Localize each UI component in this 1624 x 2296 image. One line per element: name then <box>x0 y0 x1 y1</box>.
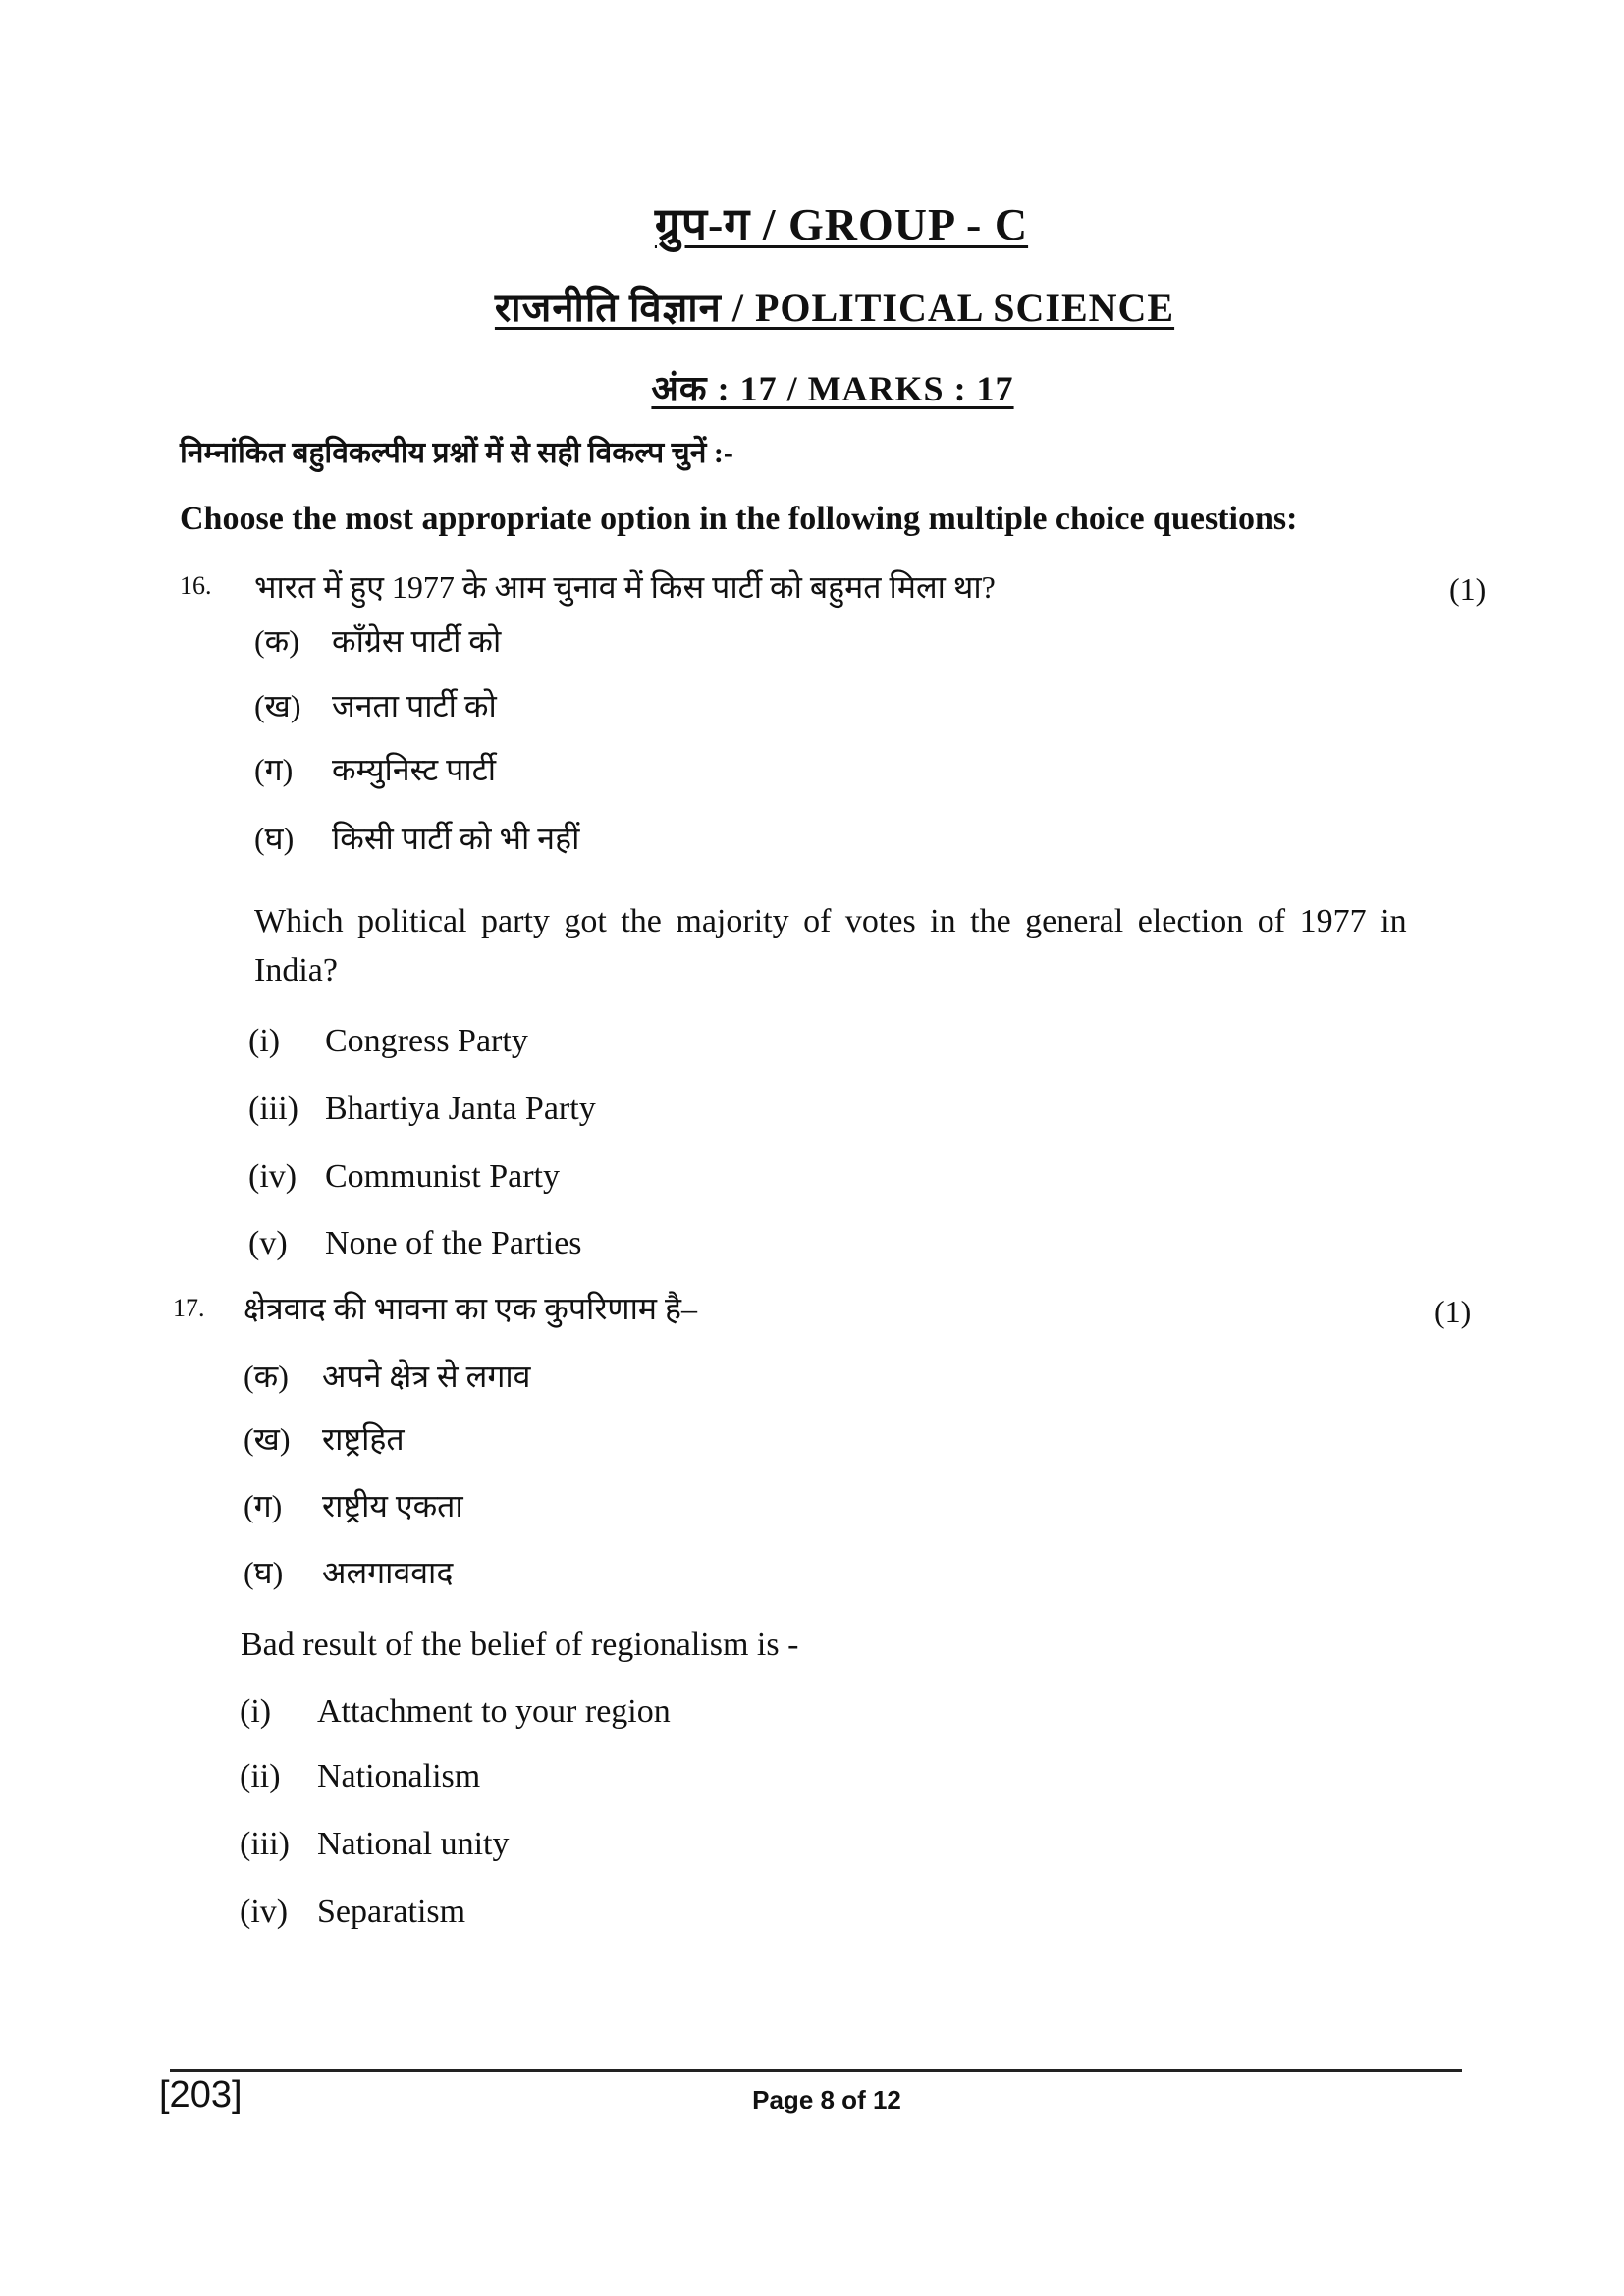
instruction-english: Choose the most appropriate option in the following multiple choice questions: <box>180 501 1298 537</box>
option-label: (क) <box>254 623 299 659</box>
question-text-english-cont: India? <box>254 952 338 988</box>
option-label: (ग) <box>254 752 294 787</box>
option-label: (iii) <box>248 1091 298 1127</box>
option-label: (घ) <box>254 821 295 856</box>
option-text: Bhartiya Janta Party <box>325 1091 596 1127</box>
option-label: (iii) <box>240 1826 290 1862</box>
option-text: Attachment to your region <box>317 1693 671 1730</box>
question-number: 17. <box>173 1294 205 1322</box>
option-text: None of the Parties <box>325 1225 582 1261</box>
option-label: (घ) <box>244 1555 284 1590</box>
option-text: Congress Party <box>325 1023 528 1059</box>
question-marks: (1) <box>1435 1294 1472 1329</box>
option-label: (i) <box>240 1693 272 1730</box>
paper-code: [203] <box>159 2074 243 2115</box>
option-text: काँग्रेस पार्टी को <box>332 623 502 659</box>
option-label: (ख) <box>254 688 301 723</box>
footer-divider <box>170 2069 1462 2072</box>
question-number: 16. <box>180 571 212 600</box>
option-text: Separatism <box>317 1894 466 1930</box>
option-text: अलगाववाद <box>322 1555 454 1590</box>
option-label: (ख) <box>244 1421 291 1457</box>
option-label: (ii) <box>240 1758 281 1794</box>
option-text: राष्ट्रहित <box>322 1421 405 1457</box>
question-text-english: Which political party got the majority of votes in the general election of 1977 in <box>254 903 1407 939</box>
option-label: (ग) <box>244 1488 283 1523</box>
page-number: Page 8 of 12 <box>752 2085 901 2114</box>
option-text: Nationalism <box>317 1758 481 1794</box>
option-text: अपने क्षेत्र से लगाव <box>322 1359 531 1394</box>
option-text: Communist Party <box>325 1158 560 1195</box>
instruction-hindi: निम्नांकित बहुविकल्पीय प्रश्नों में से सही विकल्प चुनें :- <box>180 437 733 469</box>
option-label: (iv) <box>240 1894 289 1930</box>
option-label: (iv) <box>248 1158 298 1195</box>
option-label: (i) <box>248 1023 281 1059</box>
group-heading: ग्रुप-ग / GROUP - C <box>654 199 1029 249</box>
option-text: राष्ट्रीय एकता <box>322 1488 463 1523</box>
question-text-english: Bad result of the belief of regionalism is - <box>241 1627 799 1663</box>
question-text-hindi: भारत में हुए 1977 के आम चुनाव में किस पार्टी को बहुमत मिला था? <box>254 569 996 605</box>
option-label: (v) <box>248 1225 288 1261</box>
option-text: National unity <box>317 1826 510 1862</box>
option-text: किसी पार्टी को भी नहीं <box>332 821 580 856</box>
marks-heading: अंक : 17 / MARKS : 17 <box>651 369 1014 408</box>
option-text: कम्युनिस्ट पार्टी <box>332 752 497 787</box>
subject-heading: राजनीति विज्ञान / POLITICAL SCIENCE <box>494 286 1175 330</box>
option-text: जनता पार्टी को <box>332 688 497 723</box>
question-marks: (1) <box>1449 571 1487 607</box>
question-text-hindi: क्षेत्रवाद की भावना का एक कुपरिणाम है– <box>244 1291 697 1326</box>
option-label: (क) <box>244 1359 289 1394</box>
